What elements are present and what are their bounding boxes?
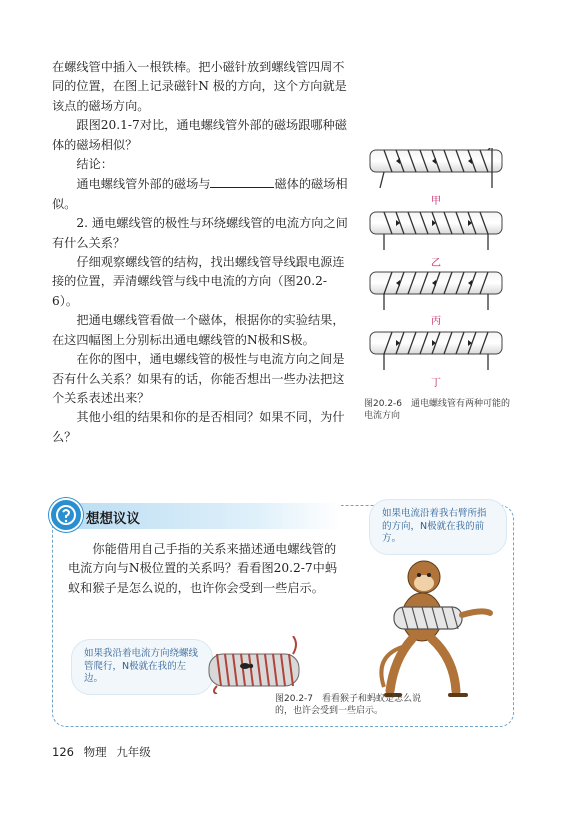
paragraph-relation: 在你的图中，通电螺线管的极性与电流方向之间是否有什么关系？如果有的话，你能否想出一些办法把这个关系表述出来？ [52, 352, 345, 405]
grade-name: 九年级 [116, 745, 151, 759]
paragraph-2: 跟图20.1-7对比，通电螺线管外部的磁场跟哪种磁体的磁场相似？ [52, 118, 347, 152]
page-footer [52, 744, 151, 760]
coil-label-b: 乙 [431, 258, 441, 269]
coil-c [370, 272, 502, 310]
paragraph-observe: 仔细观察螺线管的结构，找出螺线管导线跟电源连接的位置，弄清螺线管与线中电流的方向（图20.2-6）。 [52, 255, 345, 308]
monkey-illustration [372, 555, 497, 715]
question-2: 2. 通电螺线管的极性与环绕螺线管的电流方向之间有什么关系？ [52, 216, 348, 250]
think-title: 想想议议 [86, 511, 140, 527]
conclusion-label: 结论： [76, 157, 113, 172]
paragraph-compare: 其他小组的结果和你的是否相同？如果不同，为什么？ [52, 410, 345, 444]
coil-label-d: 丁 [431, 378, 441, 389]
figure-caption-20-2-7: 图20.2-7 看看猴子和蚂蚁是怎么说的，也许会受到一些启示。 [275, 694, 422, 716]
paragraph-mark-poles: 把通电螺线管看做一个磁体，根据你的实验结果，在这四幅图上分别标出通电螺线管的N极和S极。 [52, 313, 345, 347]
figure-caption-20-2-6: 图20.2-6 通电螺线管有两种可能的电流方向 [364, 399, 511, 421]
monkey-speech-bubble: 如果电流沿着我右臂所指的方向，N极就在我的前方。 [370, 500, 506, 554]
fill-blank[interactable] [210, 174, 274, 188]
ant-speech-bubble: 如果我沿着电流方向绕螺线管爬行，N极就在我的左边。 [72, 640, 212, 694]
coil-d [370, 332, 502, 370]
conclusion-sentence: 通电螺线管外部的磁场与 磁体的磁场相似。 [52, 174, 350, 214]
coil-b [370, 212, 502, 250]
coil-label-c: 丙 [431, 316, 441, 327]
solenoid-with-ant-illustration [205, 636, 305, 694]
paragraph-1: 在螺线管中插入一根铁棒。把小磁针放到螺线管四周不同的位置，在图上记录磁针N 极的方向，这个方向就是该点的磁场方向。 [52, 60, 347, 113]
coil-label-a: 甲 [431, 196, 441, 207]
coil-a [370, 148, 502, 188]
page-number: 126 [52, 745, 74, 759]
discussion-icon [49, 498, 83, 532]
subject-name: 物理 [83, 745, 107, 759]
main-text [52, 58, 350, 447]
think-text: 你能借用自己手指的关系来描述通电螺线管的电流方向与N极位置的关系吗？看看图20.2-7中蚂蚁和猴子是怎么说的，也许你会受到一些启示。 [68, 542, 338, 595]
